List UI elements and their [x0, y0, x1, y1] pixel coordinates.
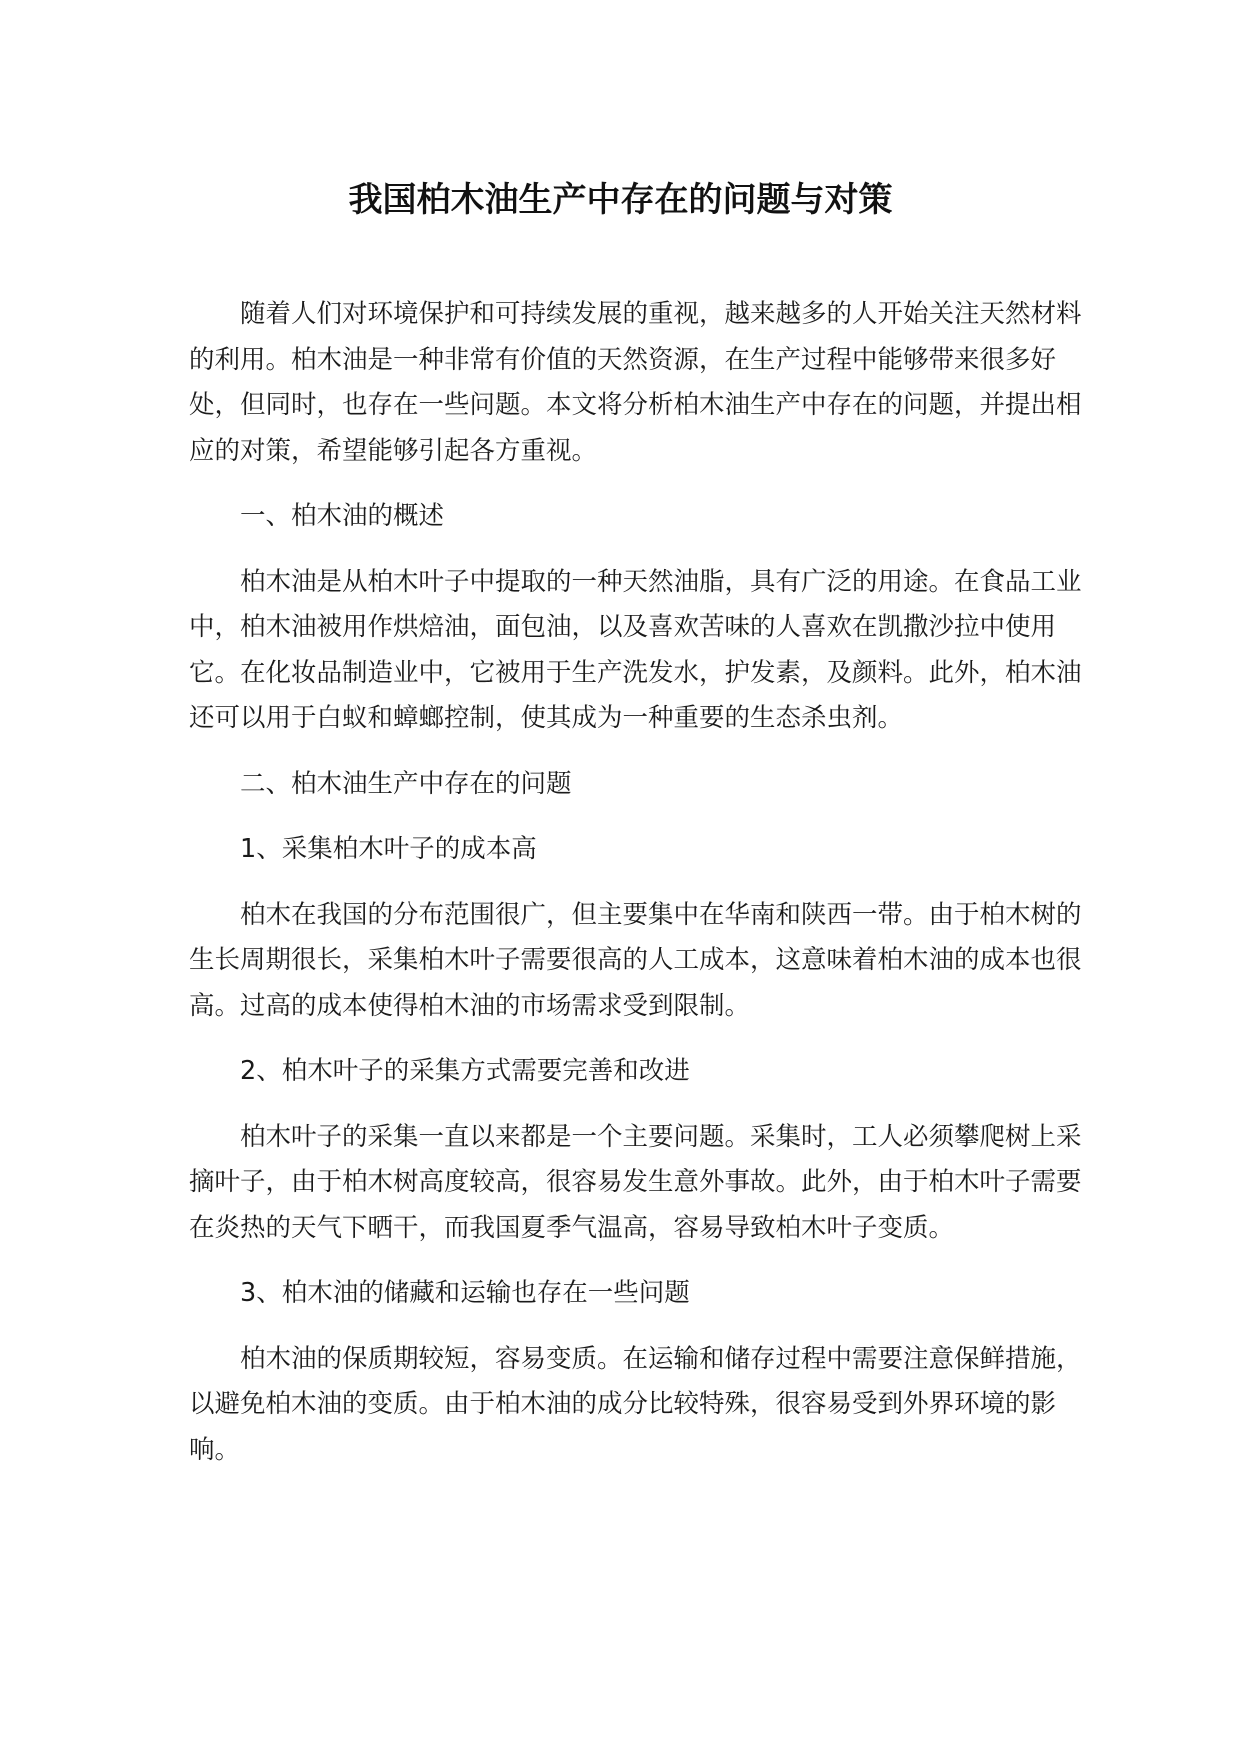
section-heading-problems: 二、柏木油生产中存在的问题 [240, 768, 572, 799]
paragraph-cost: 柏木在我国的分布范围很广，但主要集中在华南和陕西一带。由于柏木树的生长周期很长，采集柏木叶子需要很高的人工成本，这意味着柏木油的成本也很高。过高的成本使得柏木油的市场需求受到限制。 [189, 899, 1082, 1021]
paragraph-intro: 随着人们对环境保护和可持续发展的重视，越来越多的人开始关注天然材料的利用。柏木油是一种非常有价值的天然资源，在生产过程中能够带来很多好处，但同时，也存在一些问题。本文将分析柏木油生产中存在的问题，并提出相应的对策，希望能够引起各方重视。 [189, 299, 1082, 466]
subheading-storage: 3、柏木油的储藏和运输也存在一些问题 [240, 1278, 690, 1308]
subheading-collection: 2、柏木叶子的采集方式需要完善和改进 [240, 1056, 690, 1086]
document-body [189, 292, 1089, 1473]
section-heading-overview: 一、柏木油的概述 [240, 501, 445, 531]
paragraph-collection: 柏木叶子的采集一直以来都是一个主要问题。采集时，工人必须攀爬树上采摘叶子，由于柏木树高度较高，很容易发生意外事故。此外，由于柏木叶子需要在炎热的天气下晒干，而我国夏季气温高，容易导致柏木叶子变质。 [189, 1121, 1082, 1243]
paragraph-overview: 柏木油是从柏木叶子中提取的一种天然油脂，具有广泛的用途。在食品工业中，柏木油被用作烘焙油，面包油，以及喜欢苦味的人喜欢在凯撒沙拉中使用它。在化妆品制造业中，它被用于生产洗发水，护发素，及颜料。此外，柏木油还可以用于白蚁和蟑螂控制，使其成为一种重要的生态杀虫剂。 [189, 566, 1082, 733]
subheading-cost: 1、采集柏木叶子的成本高 [240, 834, 537, 864]
document-title: 我国柏木油生产中存在的问题与对策 [348, 180, 893, 220]
paragraph-storage: 柏木油的保质期较短，容易变质。在运输和储存过程中需要注意保鲜措施，以避免柏木油的变质。由于柏木油的成分比较特殊，很容易受到外界环境的影响。 [189, 1343, 1082, 1465]
